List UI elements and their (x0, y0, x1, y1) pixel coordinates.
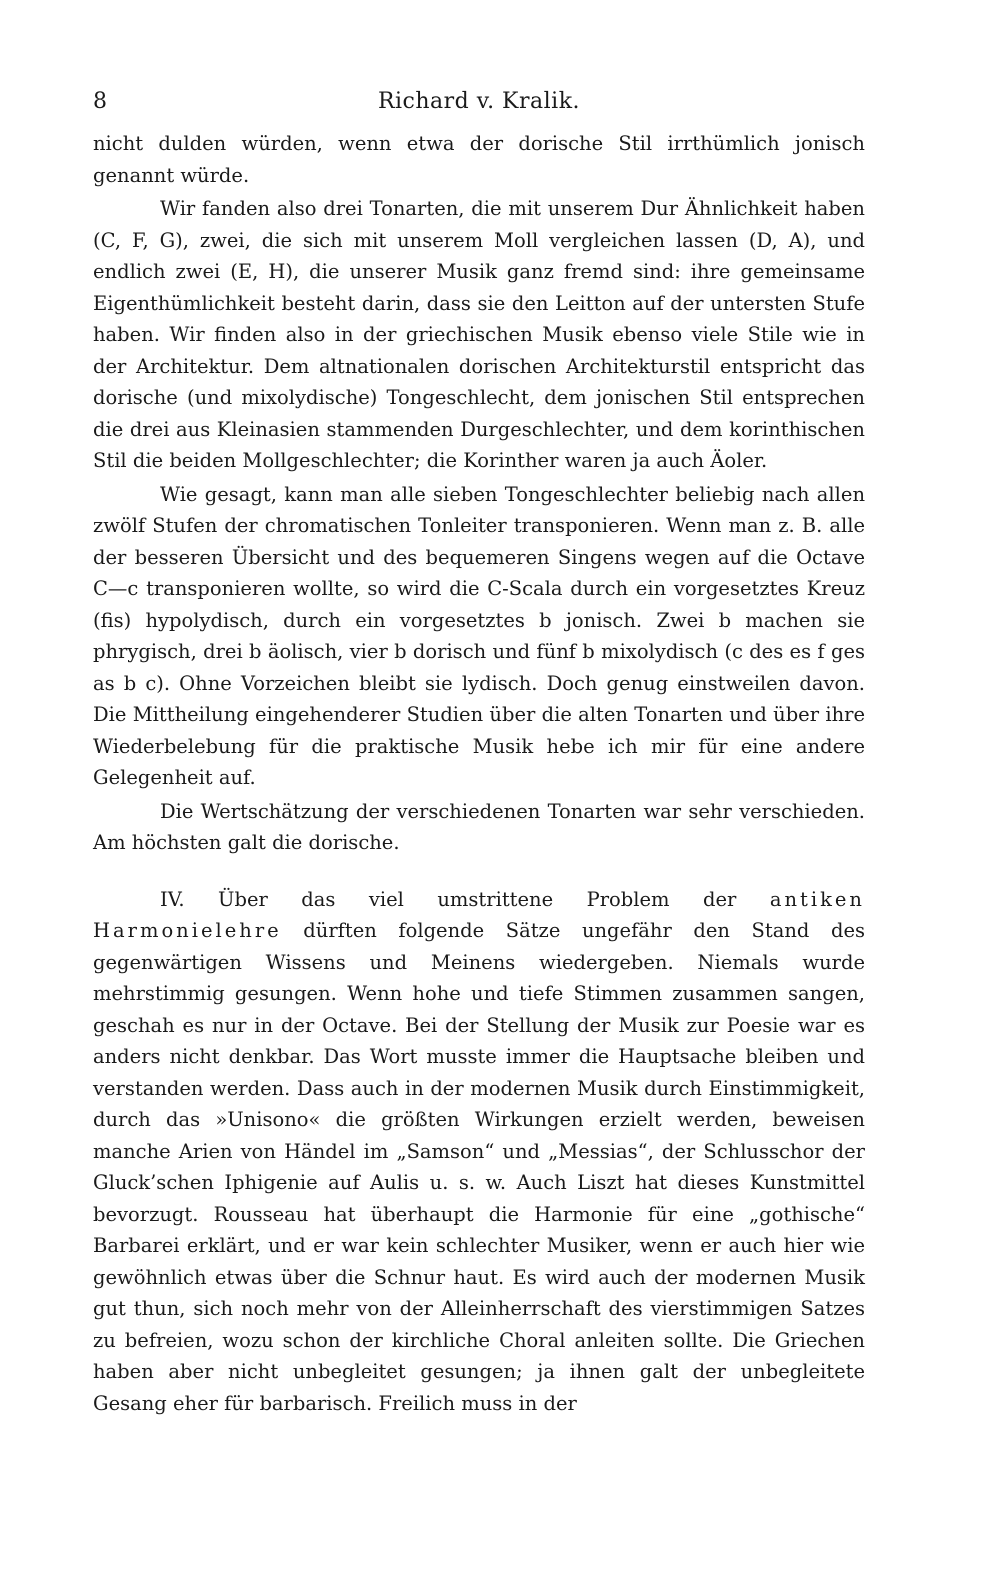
paragraph-3: Wie gesagt, kann man alle sieben Tongeschlechter beliebig nach allen zwölf Stufen der chromatischen Tonleiter transponieren. Wenn man z. B. alle der besseren Übersicht und des bequemeren Singens wegen auf die Octave C—c transponieren wollte, so wird die C-Scala durch ein vorgesetztes Kreuz (fis) hypolydisch, durch ein vorgesetztes b jonisch. Zwei b machen sie phrygisch, drei b äolisch, vier b dorisch und fünf b mixolydisch (c des es f ges as b c). Ohne Vorzeichen bleibt sie lydisch. Doch genug einstweilen davon. Die Mittheilung eingehenderer Studien über die alten Tonarten und über ihre Wiederbelebung für die praktische Musik hebe ich mir für eine andere Gelegenheit auf. (93, 482, 865, 789)
paragraph-5 (93, 884, 865, 1420)
running-head (93, 88, 865, 118)
section-text: dürften folgende Sätze ungefähr den Stand des gegenwärtigen Wissens und Meinens wiedergeben. Niemals wurde mehrstimmig gesungen. Wenn hohe und tiefe Stimmen zusammen sangen, geschah es nur in der Octave. Bei der Stellung der Musik zur Poesie war es anders nicht denkbar. Das Wort musste immer die Hauptsache bleiben und verstanden werden. Dass auch in der modernen Musik durch Einstimmigkeit, durch das »Unisono« die größten Wirkungen erzielt werden, beweisen manche Arien von Händel im „Samson“ und „Messias“, der Schlusschor der Gluck’schen Iphigenie auf Aulis u. s. w. Auch Liszt hat dieses Kunstmittel bevorzugt. Rousseau hat überhaupt die Harmonie für eine „gothische“ Barbarei erklärt, und er war kein schlechter Musiker, wenn er auch hier wie gewöhnlich etwas über die Schnur haut. Es wird auch der modernen Musik gut thun, sich noch mehr von der Alleinherrschaft des vierstimmigen Satzes zu befreien, wozu schon der kirchliche Choral anleiten sollte. Die Griechen haben aber nicht unbegleitet gesungen; ja ihnen galt der unbegleitete Gesang eher für barbarisch. Freilich muss in der (93, 919, 865, 1415)
body-text (93, 128, 865, 1419)
paragraph-2: Wir fanden also drei Tonarten, die mit unserem Dur Ähnlichkeit haben (C, F, G), zwei, die sich mit unserem Moll vergleichen lassen (D, A), und endlich zwei (E, H), die unserer Musik ganz fremd sind: ihre gemeinsame Eigenthümlichkeit besteht darin, dass sie den Leitton auf der untersten Stufe haben. Wir finden also in der griechischen Musik ebenso viele Stile wie in der Architektur. Dem altnationalen dorischen Architekturstil entspricht das dorische (und mixolydische) Tongeschlecht, dem jonischen Stil entsprechen die drei aus Kleinasien stammenden Durgeschlechter, und dem korinthischen Stil die beiden Mollgeschlechter; die Korinther waren ja auch Äoler. (93, 197, 865, 472)
page-number: 8 (93, 89, 107, 114)
paragraph-1: nicht dulden würden, wenn etwa der dorische Stil irrthümlich jonisch genannt würde. (93, 132, 865, 187)
section-lead: IV. Über das viel umstrittene Problem der (160, 887, 770, 911)
paragraph-4: Die Wertschätzung der verschiedenen Tonarten war sehr verschieden. Am höchsten galt die dorische. (93, 799, 865, 854)
running-title: Richard v. Kralik. (377, 89, 581, 114)
spaced-term: antiken Harmonielehre (93, 887, 865, 942)
